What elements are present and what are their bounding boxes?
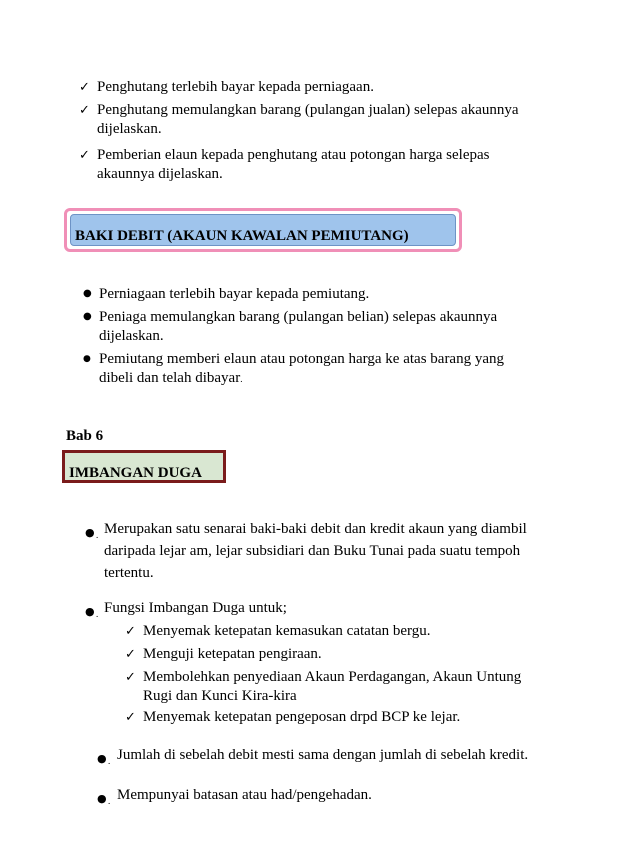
check-icon: ✓ [125,670,136,685]
paragraph-line: daripada lejar am, lejar subsidiari dan Buku Tunai pada suatu tempoh [104,543,521,559]
bullet-marker: . [108,796,111,806]
bullet-icon: ● [83,288,92,299]
list-item: Penghutang memulangkan barang (pulangan jualan) selepas akaunnya [97,102,519,118]
list-item-continuation: Rugi dan Kunci Kira-kira [143,688,297,704]
list-item: Perniagaan terlebih bayar kepada pemiutang. [99,286,370,302]
fungsi-title: Fungsi Imbangan Duga untuk; [104,600,287,616]
bullet-marker: . [96,609,99,619]
heading-box-imbangan-duga [62,450,226,483]
bullet-icon: ● [97,792,107,805]
check-icon: ✓ [125,710,136,725]
list-item: Membolehkan penyediaan Akaun Perdagangan, Akaun Untung [143,669,522,685]
chapter-label: Bab 6 [66,428,104,444]
bullet-icon: ● [83,311,92,322]
list-item: Menyemak ketepatan pengeposan drpd BCP ke lejar. [143,709,461,725]
check-icon: ✓ [125,647,136,662]
paragraph-line: tertentu. [104,565,154,581]
list-item-text: dibeli dan telah dibayar [99,370,241,386]
check-icon: ✓ [79,103,90,118]
heading-box-baki-debit [64,208,462,252]
list-item: Pemberian elaun kepada penghutang atau potongan harga selepas [97,147,490,163]
check-icon: ✓ [79,80,90,95]
list-item: Pemiutang memberi elaun atau potongan harga ke atas barang yang [99,351,504,367]
heading-imbangan-duga: IMBANGAN DUGA [69,465,202,481]
list-item-continuation: dijelaskan. [97,121,162,137]
check-icon: ✓ [79,148,90,163]
list-item-continuation: dijelaskan. [99,328,164,344]
paragraph-line: Merupakan satu senarai baki-baki debit dan kredit akaun yang diambil [104,521,527,537]
list-item: Peniaga memulangkan barang (pulangan belian) selepas akaunnya [99,309,498,325]
bullet-marker: . [108,756,111,766]
list-item-continuation: dibeli dan telah dibayar. [99,370,243,386]
bullet-icon: ● [85,526,95,539]
check-icon: ✓ [125,624,136,639]
list-item: Menyemak ketepatan kemasukan catatan bergu. [143,623,431,639]
list-item: Penghutang terlebih bayar kepada perniagaan. [97,79,374,95]
note-line: Jumlah di sebelah debit mesti sama dengan jumlah di sebelah kredit. [117,747,529,763]
heading-baki-debit: BAKI DEBIT (AKAUN KAWALAN PEMIUTANG) [75,228,409,244]
bullet-marker: . [96,530,99,540]
bullet-icon: ● [83,354,91,364]
list-item-continuation: akaunnya dijelaskan. [97,166,223,182]
bullet-icon: ● [97,752,107,765]
note-line: Mempunyai batasan atau had/pengehadan. [117,787,372,803]
list-item: Menguji ketepatan pengiraan. [143,646,322,662]
bullet-icon: ● [85,605,95,618]
